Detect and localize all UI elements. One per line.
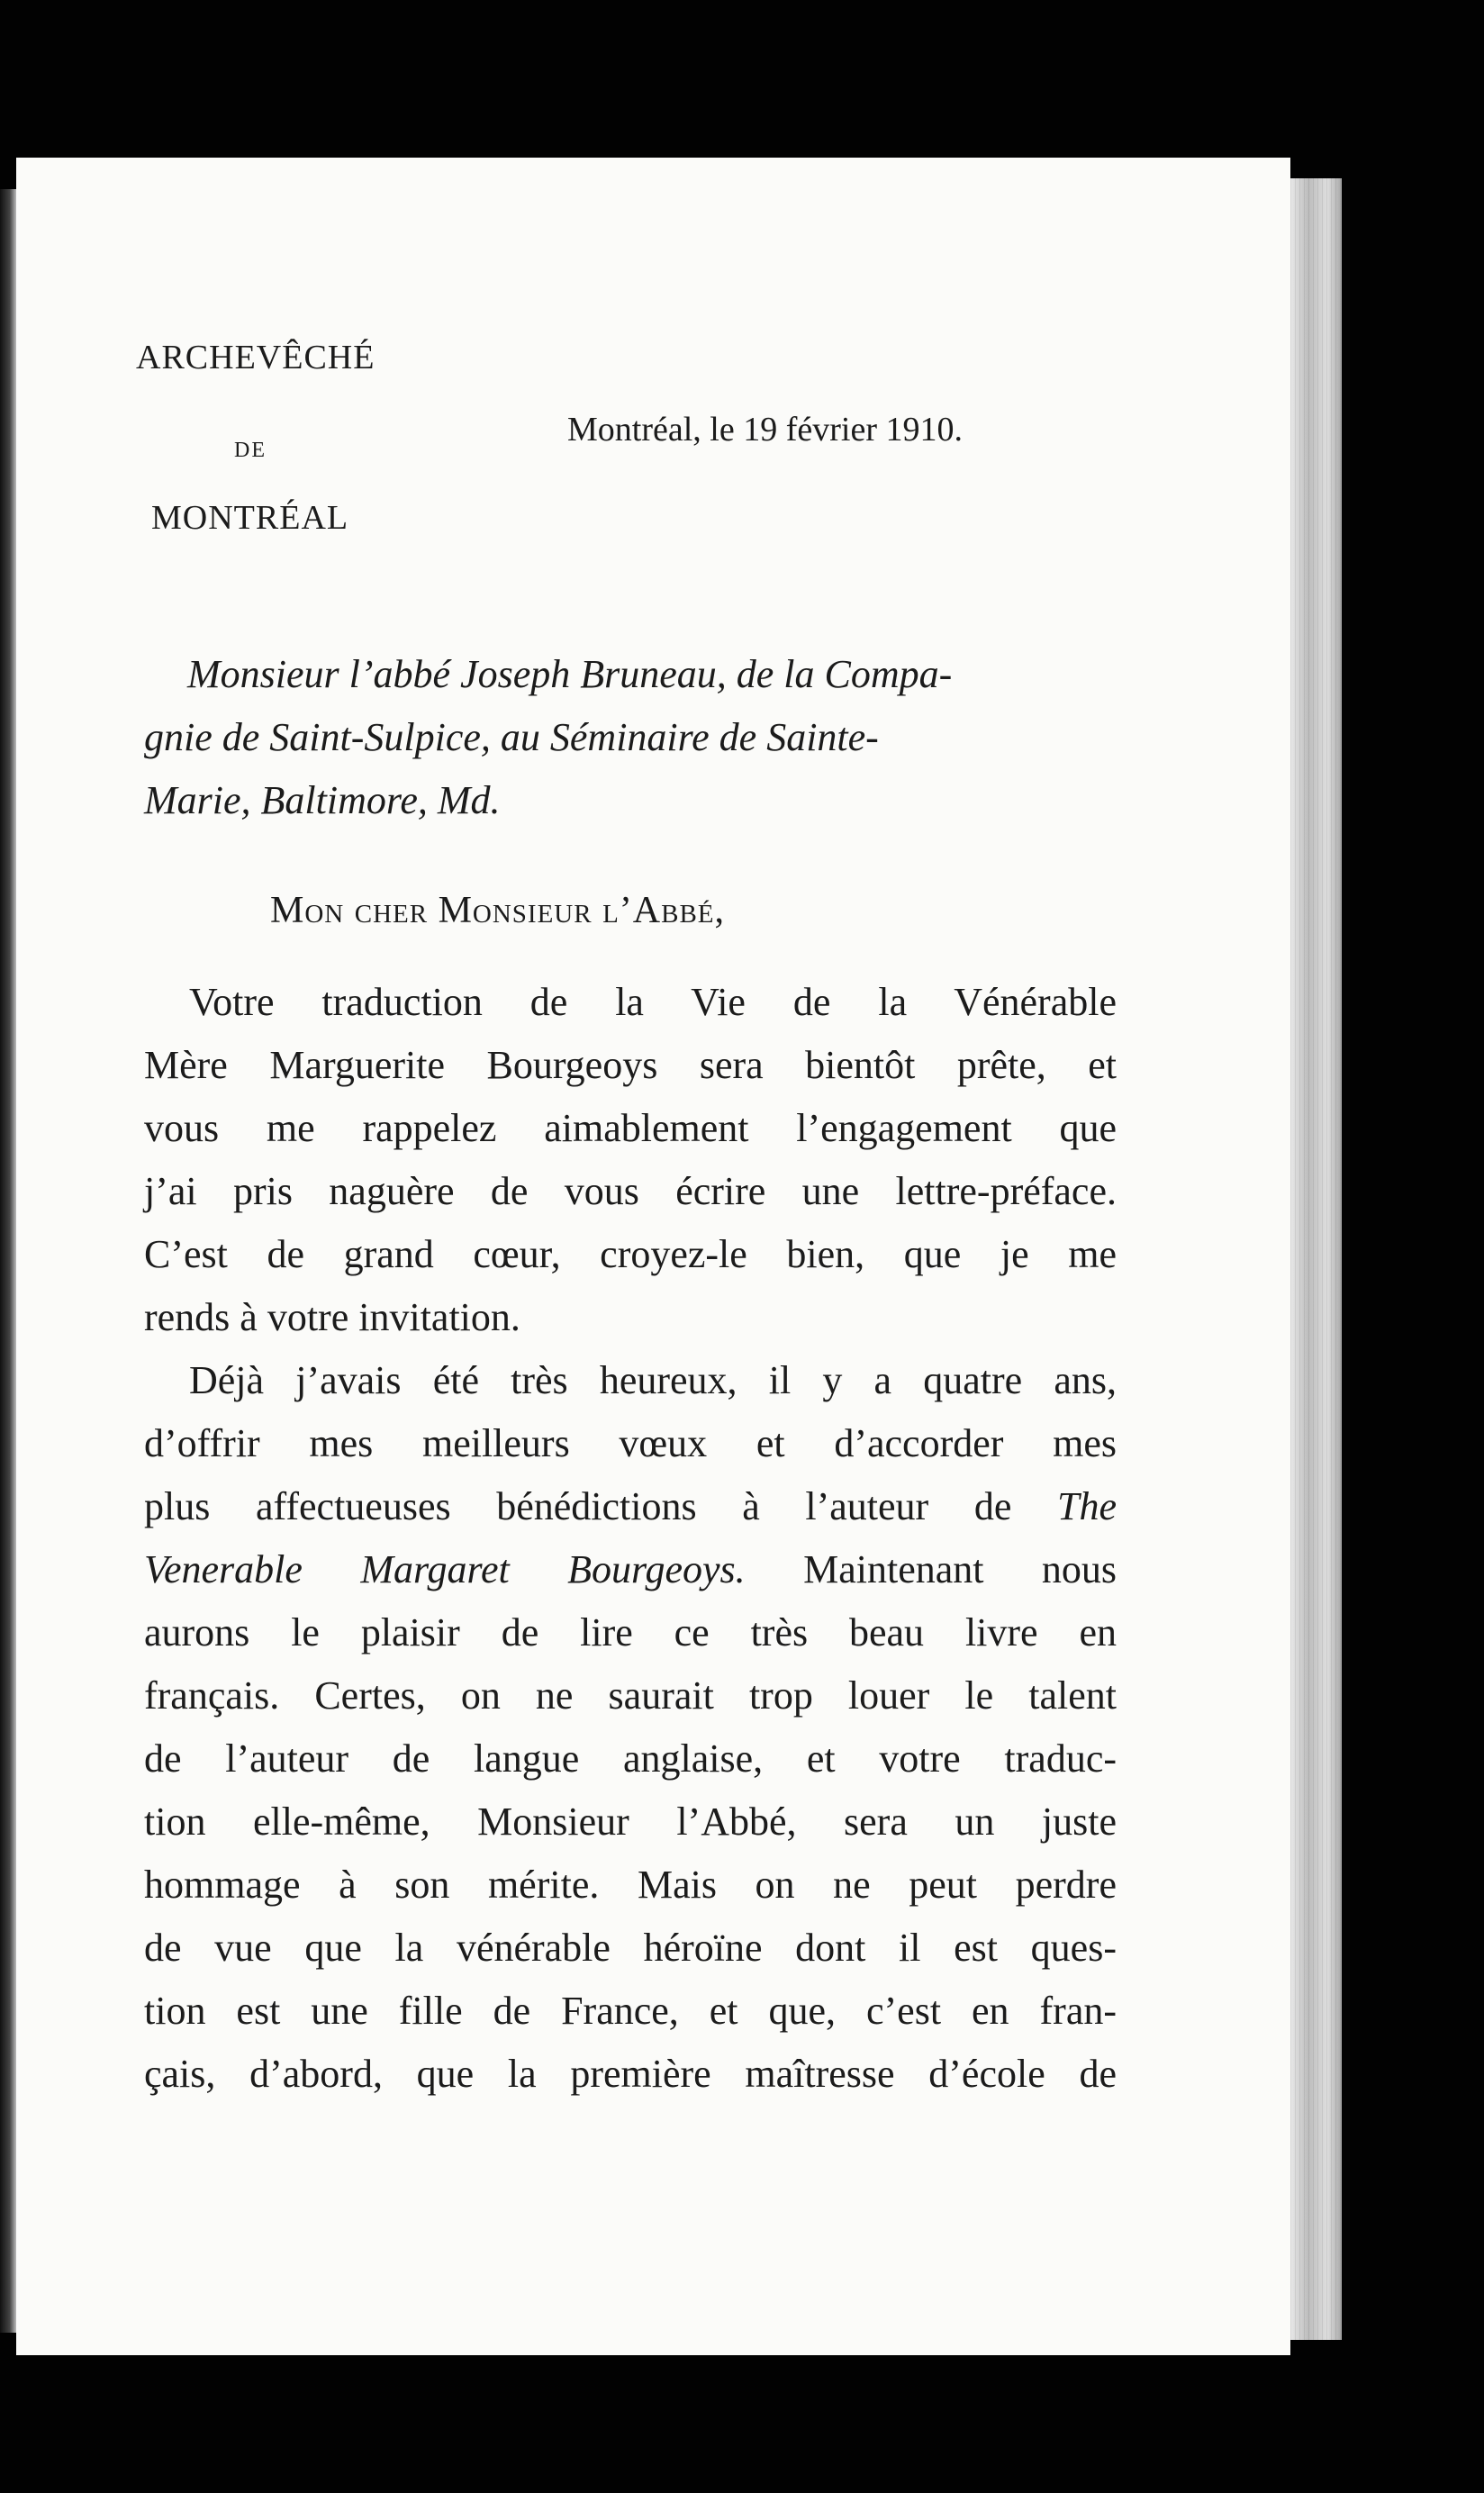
paragraph-2-line-3	[144, 1483, 1117, 1529]
addressee-line-3: Marie, Baltimore, Md.	[144, 778, 501, 822]
letter-date: Montréal, le 19 février 1910.	[567, 411, 963, 449]
paragraph-1-line-3: vous me rappelez aimablement l’engagement que	[144, 1106, 1117, 1150]
salutation: Mon cher Monsieur l’Abbé,	[270, 890, 726, 931]
book-title-part-2: Venerable Margaret Bourgeoys.	[144, 1547, 746, 1591]
letterhead-montreal: MONTRÉAL	[151, 499, 349, 537]
paragraph-2-line-3-text: plus affectueuses bénédictions à l’auteur de	[144, 1484, 1057, 1528]
paragraph-2-line-7: de l’auteur de langue anglaise, et votre traduc-	[144, 1736, 1117, 1781]
addressee-line-2: gnie de Saint-Sulpice, au Séminaire de Sainte-	[144, 715, 879, 759]
page-binding-shadow	[0, 189, 16, 2333]
paragraph-2-line-11: tion est une fille de France, et que, c’est en fran-	[144, 1989, 1117, 2033]
addressee-line-1: Monsieur l’abbé Joseph Bruneau, de la Compa-	[187, 652, 953, 696]
paragraph-1-line-6: rends à votre invitation.	[144, 1295, 520, 1339]
paragraph-2-line-8: tion elle-même, Monsieur l’Abbé, sera un juste	[144, 1799, 1117, 1844]
letterhead-archeveche: ARCHEVÊCHÉ	[136, 339, 376, 376]
letterhead-de: DE	[234, 439, 267, 462]
paragraph-1-line-2: Mère Marguerite Bourgeoys sera bientôt prête, et	[144, 1043, 1117, 1087]
paragraph-2-line-10: de vue que la vénérable héroïne dont il est ques-	[144, 1926, 1117, 1970]
paragraph-2-line-9: hommage à son mérite. Mais on ne peut perdre	[144, 1863, 1117, 1907]
paragraph-2-line-2: d’offrir mes meilleurs vœux et d’accorder mes	[144, 1421, 1117, 1465]
paragraph-1-line-5: C’est de grand cœur, croyez-le bien, que je me	[144, 1232, 1117, 1276]
paragraph-1-line-1: Votre traduction de la Vie de la Vénérable	[189, 980, 1117, 1024]
paragraph-1-line-4: j’ai pris naguère de vous écrire une lettre-préface.	[144, 1169, 1117, 1213]
book-title-part-1: The	[1057, 1484, 1117, 1528]
book-page	[16, 158, 1290, 2355]
paragraph-2-line-5: aurons le plaisir de lire ce très beau livre en	[144, 1610, 1117, 1654]
paragraph-2-line-6: français. Certes, on ne saurait trop louer le talent	[144, 1673, 1117, 1718]
paragraph-2-line-12: çais, d’abord, que la première maîtresse d’école de	[144, 2052, 1117, 2096]
paragraph-2-line-4	[144, 1546, 1117, 1592]
paragraph-2-line-4-text: Maintenant nous	[745, 1547, 1117, 1591]
paragraph-2-line-1: Déjà j’avais été très heureux, il y a quatre ans,	[189, 1358, 1117, 1402]
